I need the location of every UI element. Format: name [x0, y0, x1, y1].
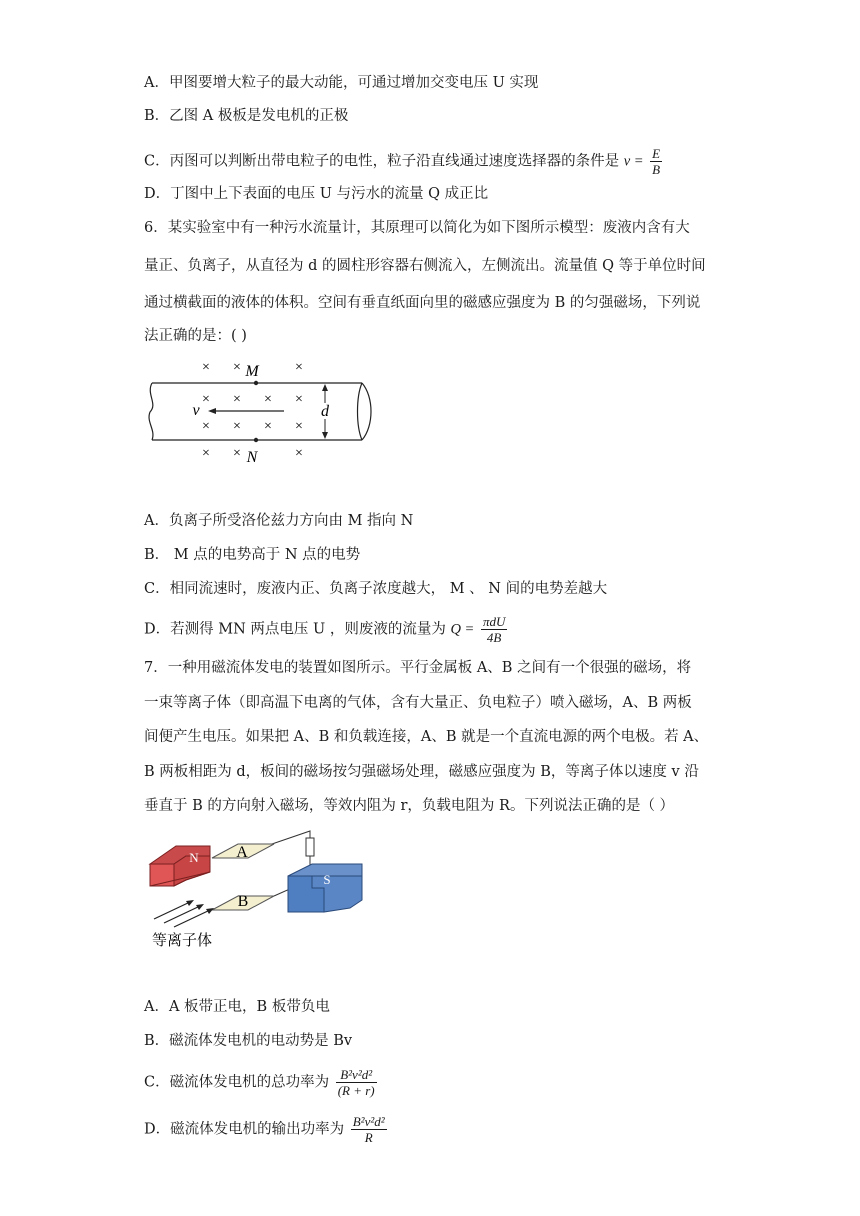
q6-option-a: A．负离子所受洛伦兹力方向由 M 指向 N: [144, 513, 414, 529]
fraction-numerator: B²v²d²: [336, 1067, 377, 1083]
label-n: N: [246, 449, 258, 466]
field-cross: ×: [295, 419, 303, 434]
fraction-denominator: B: [652, 162, 661, 177]
q6-stem-line-2: 量正、负离子，从直径为 d 的圆柱形容器右侧流入，左侧流出。流量值 Q 等于单位时间: [144, 258, 706, 274]
q5-option-c-lhs: v =: [623, 153, 644, 170]
field-cross: ×: [295, 360, 303, 375]
field-cross: ×: [233, 419, 241, 434]
field-cross: ×: [202, 446, 210, 461]
fraction-numerator: B²v²d²: [352, 1114, 385, 1129]
fraction-numerator: πdU: [482, 614, 506, 629]
mhd-generator-figure: [146, 824, 372, 954]
label-magnet-n: N: [189, 850, 199, 865]
field-cross: ×: [233, 360, 241, 375]
field-cross: ×: [233, 392, 241, 407]
q5-option-d: D．丁图中上下表面的电压 U 与污水的流量 Q 成正比: [144, 186, 489, 202]
label-magnet-s: S: [323, 872, 331, 887]
label-v: v: [192, 402, 200, 419]
q5-option-c-text: C．丙图可以判断出带电粒子的电性，粒子沿直线通过速度选择器的条件是: [144, 153, 620, 170]
q5-option-a: A．甲图要增大粒子的最大动能，可通过增加交变电压 U 实现: [144, 75, 539, 91]
label-plate-b: B: [237, 893, 249, 910]
fraction-denominator: 4B: [486, 630, 502, 645]
q7-option-c-fraction: [336, 1067, 377, 1098]
q7-stem-line-4: B 两板相距为 d，板间的磁场按匀强磁场处理，磁感应强度为 B，等离子体以速度 v 沿: [144, 764, 699, 780]
q5-option-c-fraction: [650, 146, 662, 177]
q5-option-c: [144, 146, 664, 177]
fraction-denominator: R: [364, 1130, 373, 1145]
q6-stem-line-3: 通过横截面的液体的体积。空间有垂直纸面向里的磁感应强度为 B 的匀强磁场，下列说: [144, 295, 701, 311]
q7-option-d: [144, 1114, 389, 1145]
q6-option-d-text: D．若测得 MN 两点电压 U ，则废液的流量为: [144, 621, 446, 638]
field-cross: ×: [264, 392, 272, 407]
q7-stem-line-1: 7．一种用磁流体发电的装置如图所示。平行金属板 A、B 之间有一个很强的磁场，将: [144, 660, 692, 676]
q6-option-d: [144, 614, 509, 645]
q7-option-a: A．A 板带正电，B 板带负电: [144, 999, 330, 1015]
label-plate-a: A: [236, 844, 248, 861]
q7-option-d-fraction: [351, 1114, 387, 1145]
field-cross: ×: [264, 419, 272, 434]
q6-stem-line-4: 法正确的是：( ): [144, 328, 247, 344]
q6-option-d-fraction: [481, 614, 507, 645]
q7-stem-line-2: 一束等离子体（即高温下电离的气体，含有大量正、负电粒子）喷入磁场，A、B 两板: [144, 695, 692, 711]
flowmeter-figure: [144, 352, 384, 467]
fraction-denominator: (R + r): [337, 1083, 375, 1098]
field-cross: ×: [202, 392, 210, 407]
label-m: M: [245, 363, 259, 380]
q7-stem-line-3: 间便产生电压。如果把 A、B 和负载连接，A、B 就是一个直流电源的两个电极。若 A、: [144, 729, 709, 745]
field-cross: ×: [295, 392, 303, 407]
q6-option-b: B． M 点的电势高于 N 点的电势: [144, 547, 361, 563]
field-cross: ×: [295, 446, 303, 461]
q6-option-d-lhs: Q =: [450, 621, 475, 638]
q7-stem-line-5: 垂直于 B 的方向射入磁场，等效内阻为 r，负载电阻为 R。下列说法正确的是（ ）: [144, 798, 675, 814]
field-cross: ×: [202, 360, 210, 375]
q7-option-c: [144, 1067, 379, 1098]
q7-option-b: B．磁流体发电机的电动势是 Bv: [144, 1033, 353, 1049]
q7-option-d-text: D．磁流体发电机的输出功率为: [144, 1121, 345, 1138]
q5-option-b: B．乙图 A 极板是发电机的正极: [144, 108, 349, 124]
q6-stem-line-1: 6．某实验室中有一种污水流量计，其原理可以简化为如下图所示模型：废液内含有大: [144, 220, 690, 236]
label-d: d: [321, 403, 329, 420]
q7-option-c-text: C．磁流体发电机的总功率为: [144, 1074, 330, 1091]
fraction-numerator: E: [652, 146, 661, 161]
plasma-caption: 等离子体: [152, 933, 213, 949]
field-cross: ×: [202, 419, 210, 434]
field-cross: ×: [233, 446, 241, 461]
q6-option-c: C．相同流速时，废液内正、负离子浓度越大， M 、 N 间的电势差越大: [144, 581, 608, 597]
